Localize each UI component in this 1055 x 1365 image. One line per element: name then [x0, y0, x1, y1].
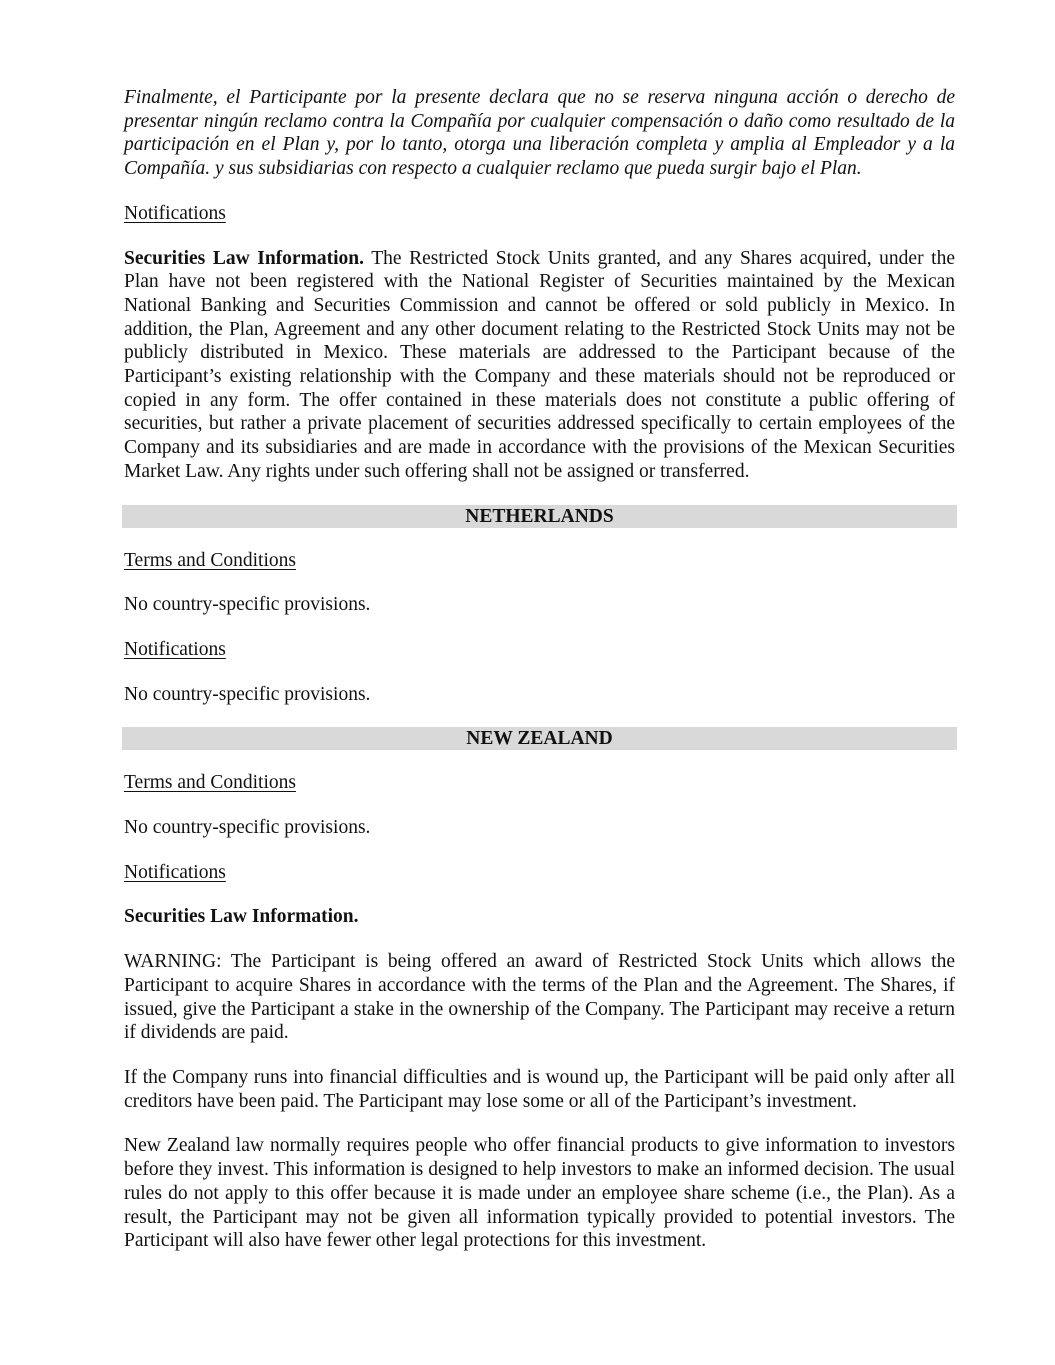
netherlands-terms-heading [124, 549, 955, 573]
netherlands-notifications-heading-text: Notifications [124, 638, 226, 660]
netherlands-terms-text: No country-specific provisions. [124, 594, 371, 616]
nz-terms-heading-text: Terms and Conditions [124, 772, 296, 794]
country-header-netherlands: NETHERLANDS [122, 505, 957, 528]
nz-terms-text: No country-specific provisions. [124, 817, 371, 839]
mexico-securities-paragraph [124, 247, 955, 484]
document-page [124, 86, 955, 1253]
mexico-securities-title: Securities Law Information. [124, 247, 364, 269]
nz-notifications-heading [124, 861, 955, 885]
nz-securities-title: Securities Law Information. [124, 906, 359, 928]
netherlands-notifications-heading [124, 638, 955, 662]
mexico-notifications-heading [124, 202, 955, 226]
nz-law-paragraph: New Zealand law normally requires people who offer financial products to give information to investors before they invest. This information is designed to help investors to make an informed decision. The usual rules do not apply to this offer because it is made under an employee share scheme (i.e., the Plan). As a result, the Participant may not be given all information typically provided to potential investors. The Participant will also have fewer other legal protections for this investment. [124, 1135, 955, 1252]
nz-terms-heading [124, 771, 955, 795]
netherlands-terms-heading-text: Terms and Conditions [124, 549, 296, 571]
nz-notifications-heading-text: Notifications [124, 861, 226, 883]
mexico-securities-body: The Restricted Stock Units granted, and any Shares acquired, under the Plan have not been registered with the National Register of Securities maintained by the Mexican National Banking and Securities Commission and cannot be offered or sold publicly in Mexico. In addition, the Plan, Agreement and any other document relating to the Restricted Stock Units may not be publicly distributed in Mexico. These materials are addressed to the Participant because of the Participant’s existing relationship with the Company and these materials should not be reproduced or copied in any form. The offer contained in these materials does not constitute a public offering of securities, but rather a private placement of securities addressed specifically to certain employees of the Company and its subsidiaries and are made in accordance with the provisions of the Mexican Securities Market Law. Any rights under such offering shall not be assigned or transferred. [124, 247, 955, 482]
nz-warning-paragraph: WARNING: The Participant is being offered an award of Restricted Stock Units which allows the Participant to acquire Shares in accordance with the terms of the Plan and the Agreement. The Shares, if issued, give the Participant a stake in the ownership of the Company. The Participant may receive a return if dividends are paid. [124, 951, 955, 1044]
country-header-new-zealand: NEW ZEALAND [122, 727, 957, 750]
spanish-release-paragraph: Finalmente, el Participante por la presente declara que no se reserva ninguna acción o derecho de presentar ningún reclamo contra la Compañía por cualquier compensación o daño como resultado de la participación en el Plan y, por lo tanto, otorga una liberación completa y amplia al Empleador y a la Compañía. y sus subsidiarias con respecto a cualquier reclamo que pueda surgir bajo el Plan. [124, 87, 955, 180]
mexico-notifications-heading-text: Notifications [124, 202, 226, 224]
netherlands-notifications-text: No country-specific provisions. [124, 683, 371, 705]
nz-difficulties-paragraph: If the Company runs into financial difficulties and is wound up, the Participant will be paid only after all creditors have been paid. The Participant may lose some or all of the Participant’s investment. [124, 1066, 955, 1112]
